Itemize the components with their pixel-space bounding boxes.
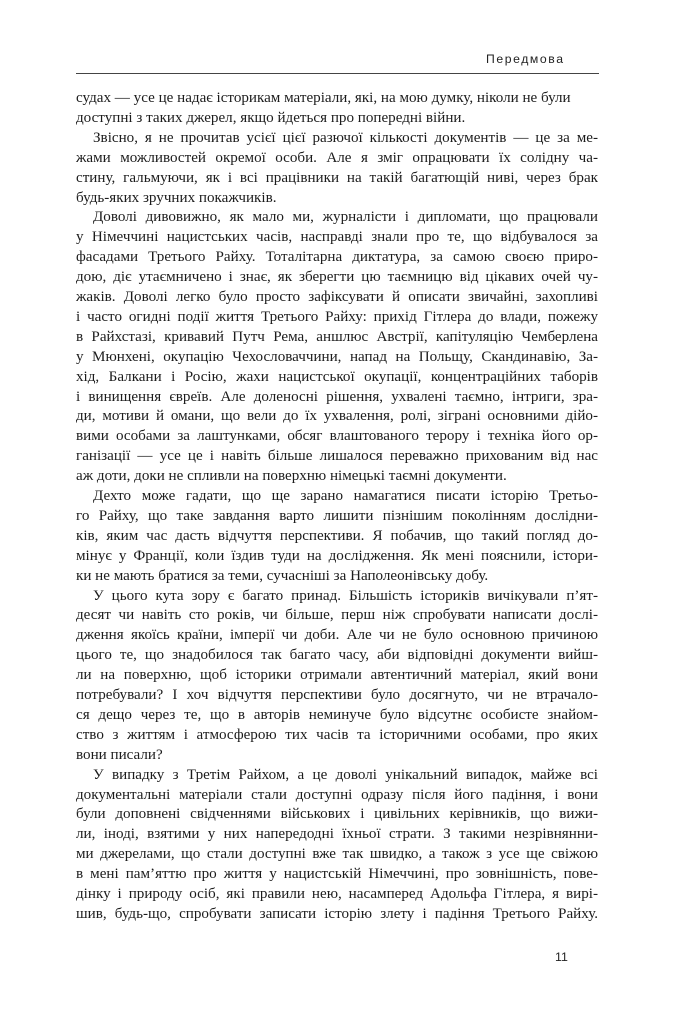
text-line: Доволі дивовижно, як мало ми, журналісти і дипломати, що працювали [93,209,598,226]
text-line: в мені пам’яттю про життя у нацистській Німеччині, про зовнішність, пове- [76,866,598,883]
text-line: мінує у Франції, коли їздив туди на дослідження. Як мені пояснили, істори- [76,547,598,564]
text-line: ганізації — усе це і навіть більше лишалося переважно прихованим від нас [76,448,598,465]
text-line: У випадку з Третім Райхом, а це доволі унікальний випадок, майже всі [93,766,598,783]
text-line: вими особами за лаштунками, обсяг влаштованого терору і техніка його ор- [76,428,598,445]
text-line: стину, гальмуючи, як і всі працівники на такій багатющій ниві, через брак [76,169,598,186]
text-line: і винищення євреїв. Але доленосні рішення, ухвалені таємно, інтриги, зра- [76,388,598,405]
text-line: Дехто може гадати, що ще зарано намагатися писати історію Третьо- [93,488,598,504]
text-line: фасадами Третього Райху. Тоталітарна диктатура, за самою своєю приро- [76,249,598,266]
text-line: були доповнені свідченнями військових і цивільних керівників, що вижи- [76,806,598,823]
text-line: ди, мотиви й омани, що вели до їх ухвалення, ролі, зіграні основними дійо- [76,408,598,425]
text-line: го Райху, що таке завдання варто лишити пізнішим поколінням дослідни- [76,507,598,524]
text-line: потребували? І хоч відчуття перспективи було досягнуто, чи не втрачало- [76,687,598,703]
text-line: ся дещо через те, що в авторів неминуче було відсутнє особисте знайом- [76,706,598,723]
text-line: в Райхстазі, кривавий Путч Рема, аншлюс Австрії, капітуляцію Чемберлена [76,328,598,345]
text-line: будь-яких зручних покажчиків. [76,189,277,206]
text-line: цього те, що знадобилося так багато часу, аби відповідні документи вийш- [76,647,598,664]
text-line: ки не мають братися за теми, сучасніші за Наполеонівську добу. [76,567,489,584]
text-line: аж доти, доки не спливли на поверхню німецькі таємні документи. [76,468,507,485]
text-line: у Мюнхені, окупацію Чехословаччини, напад на Польщу, Скандинавію, За- [76,348,598,365]
text-line: доступні з таких джерел, якщо йдеться про попередні війни. [76,109,466,126]
text-line: ство з життям і атмосферою тих часів та історичними особами, про яких [76,726,598,743]
text-line: Звісно, я не прочитав усієї цієї разючої кількості документів — це за ме- [93,129,598,146]
text-line: ми джерелами, що стали доступні вже так швидко, а також з усе ще свіжою [76,846,598,863]
text-line: жаків. Доволі легко було просто зафіксувати й описати звичайні, захопливі [76,289,598,305]
text-line: дою, діє утаємничено і знає, як зберегти цю таємницю від цікавих очей чу- [76,269,598,286]
text-line: ків, яким час дасть відчуття перспективи. Я побачив, що такий погляд до- [76,527,598,544]
text-line: дінку і природу осіб, які правили нею, насамперед Адольфа Гітлера, я вирі- [76,886,598,902]
text-line: дження якоїсь країни, імперії чи доби. Але чи не було основною причиною [76,627,598,644]
page-number: 11 [555,950,568,964]
text-line: жами можливостей окремої особи. Але я зміг опрацювати їх солідну ча- [76,149,598,166]
text-line: У цього кута зору є багато принад. Більшість істориків вичікували п’ят- [93,587,598,604]
text-line: вони писали? [76,746,163,763]
text-line: у Німеччині нацистських часів, насправді знали про те, що відбувалося за [76,229,598,246]
text-line: хід, Балкани і Росію, жахи нацистської окупації, концентраційних таборів [76,368,598,385]
header-rule [76,73,599,74]
text-line: судах — усе це надає історикам матеріали, які, на мою думку, ніколи не були [76,90,571,106]
running-head: Передмова [486,52,565,66]
text-line: ли, іноді, взятими у них напередодні їхньої страти. З такими незрівнянни- [76,826,598,843]
text-line: і часто огидні події життя Третього Райху: прихід Гітлера до влади, пожежу [76,308,598,325]
text-line: документальні матеріали стали доступні одразу після його падіння, і вони [76,786,598,803]
text-line: десят чи навіть сто років, чи більше, перш ніж спробувати написати дослі- [76,607,598,624]
text-line: шив, будь-що, спробувати записати історію злету і падіння Третього Райху. [76,905,598,922]
text-line: ли на поверхню, щоб історики отримали автентичний матеріал, який вони [76,667,598,684]
